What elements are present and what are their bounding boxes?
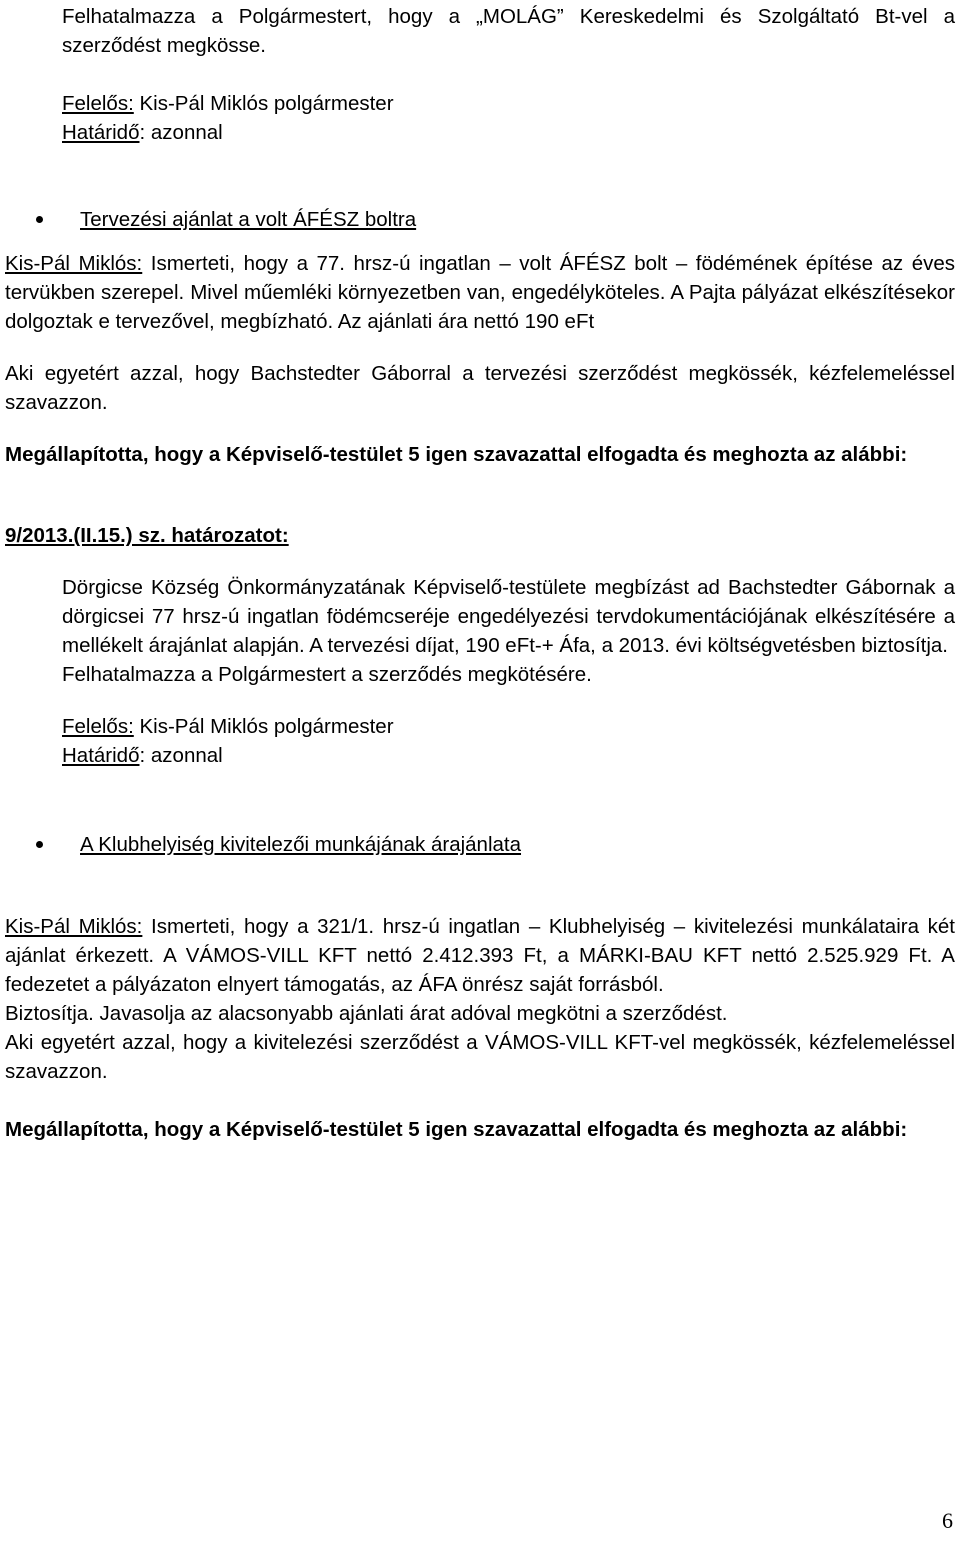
bullet-icon [36,216,43,223]
responsible-label: Felelős: [62,715,134,738]
deadline-line [62,741,955,770]
speech-text: Ismerteti, hogy a 77. hrsz-ú ingatlan – volt ÁFÉSZ bolt – födémének építése az éves tervükben szerepel. Mivel műemléki környezetben van, engedélyköteles. A Pajta pályázat elkészítésekor dolgoztak e tervezővel, megbízható. Az ajánlati ára nettó 190 eFt [5,252,955,333]
bullet-icon [36,841,43,848]
speech-text: Ismerteti, hogy a 321/1. hrsz-ú ingatlan – Klubhelyiség – kivitelezési munkálataira két ajánlat érkezett. A VÁMOS-VILL KFT nettó 2.412.393 Ft, a MÁRKI-BAU KFT nettó 2.525.929 Ft. A fedezetet a pályázaton elnyert támogatás, az ÁFA önrész saját forrásból. [5,915,955,996]
section-heading: A Klubhelyiség kivitelezői munkájának árajánlata [80,833,522,856]
resolution-authorization-text: Felhatalmazza a Polgármestert, hogy a „MOLÁG” Kereskedelmi és Szolgáltató Bt-vel a szerződést megkösse. [62,5,955,57]
responsible-line [62,89,955,118]
section-heading-row [5,205,955,234]
document-page [5,2,955,1144]
speech-continuation: Biztosítja. Javasolja az alacsonyabb ajánlati árat adóval megkötni a szerződést. [5,1002,728,1025]
responsible-value: Kis-Pál Miklós polgármester [133,715,394,738]
speaker-paragraph [5,249,955,336]
responsible-line [62,712,955,741]
prior-resolution-block [5,2,955,147]
responsible-label: Felelős: [62,92,134,115]
page-number: 6 [942,1508,953,1533]
deadline-value: : azonnal [139,121,223,144]
resolution-text: Dörgicse Község Önkormányzatának Képviselő-testülete megbízást ad Bachstedter Gábornak a dörgicsei 77 hrsz-ú ingatlan födémcseréje engedélyezési tervdokumentációjának elkészítésére a mellékelt árajánlat alapján. A tervezési díjat, 190 eFt-+ Áfa, a 2013. évi költségvetésben biztosítja. [62,576,955,657]
speaker-paragraph [5,912,955,999]
vote-call-text: Aki egyetért azzal, hogy a kivitelezési szerződést a VÁMOS-VILL KFT-vel megkössék, kézfelemeléssel szavazzon. [5,1031,955,1083]
deadline-label: Határidő [62,744,140,767]
speaker-name: Kis-Pál Miklós: [5,252,143,275]
vote-result-text: Megállapította, hogy a Képviselő-testület 5 igen szavazattal elfogadta és meghozta az alábbi: [5,443,908,466]
speaker-name: Kis-Pál Miklós: [5,915,143,938]
deadline-label: Határidő [62,121,140,144]
section-heading: Tervezési ajánlat a volt ÁFÉSZ boltra [80,208,417,231]
resolution-number: 9/2013.(II.15.) sz. határozatot: [5,524,289,547]
resolution-authorization: Felhatalmazza a Polgármestert a szerződés megkötésére. [62,663,592,686]
vote-result-text: Megállapította, hogy a Képviselő-testület 5 igen szavazattal elfogadta és meghozta az alábbi: [5,1118,908,1141]
vote-call-text: Aki egyetért azzal, hogy Bachstedter Gáborral a tervezési szerződést megkössék, kézfelemeléssel szavazzon. [5,362,955,414]
responsible-value: Kis-Pál Miklós polgármester [133,92,394,115]
deadline-line [62,118,955,147]
section-heading-row [5,830,955,859]
deadline-value: : azonnal [139,744,223,767]
resolution-body [5,573,955,770]
